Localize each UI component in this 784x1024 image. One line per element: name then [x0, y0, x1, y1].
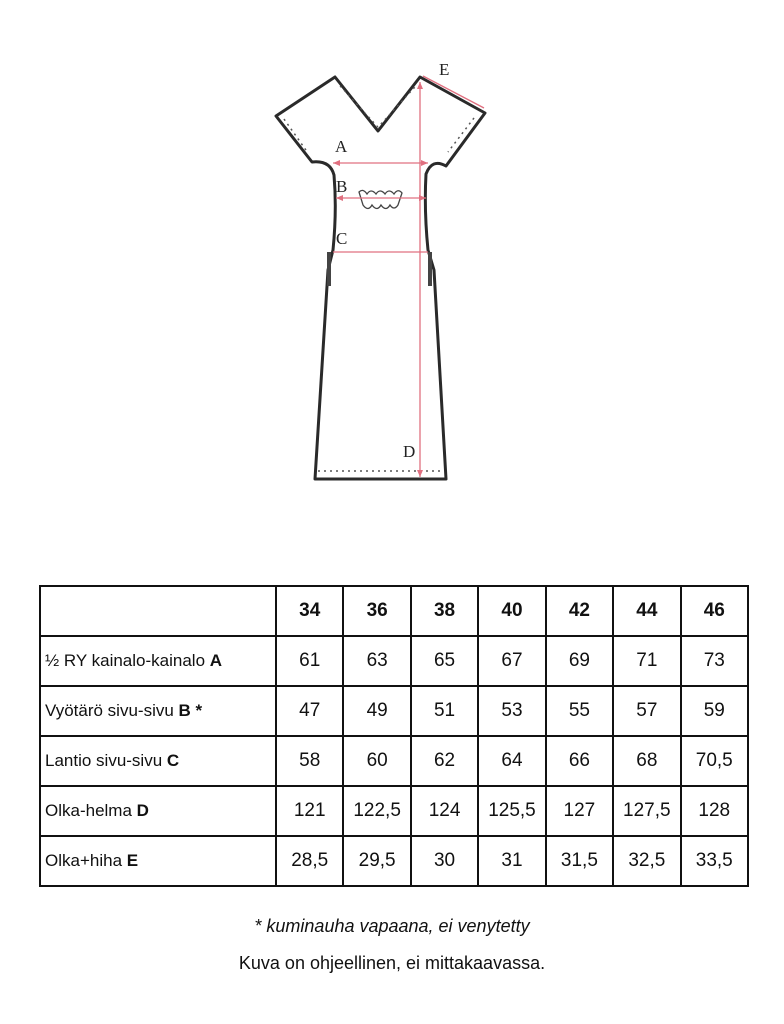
table-cell: 62: [411, 736, 478, 786]
table-cell: 59: [681, 686, 748, 736]
size-header: 34: [276, 586, 343, 636]
table-cell: 57: [613, 686, 680, 736]
row-label: Olka+hiha E: [40, 836, 276, 886]
measure-line-e: [423, 76, 484, 108]
table-cell: 60: [343, 736, 410, 786]
size-table: [39, 585, 749, 887]
table-row: [40, 786, 748, 836]
table-cell: 71: [613, 636, 680, 686]
size-header: 42: [546, 586, 613, 636]
label-d: D: [403, 442, 416, 461]
row-label: Lantio sivu-sivu C: [40, 736, 276, 786]
table-row: [40, 736, 748, 786]
table-cell: 68: [613, 736, 680, 786]
arrow-icon: [333, 160, 340, 166]
table-cell: 66: [546, 736, 613, 786]
elastic-note: * kuminauha vapaana, ei venytetty: [254, 916, 530, 936]
pocket-right: [428, 252, 432, 286]
label-e: E: [439, 60, 450, 79]
arrow-icon: [417, 470, 423, 477]
table-cell: 70,5: [681, 736, 748, 786]
size-header: 46: [681, 586, 748, 636]
table-cell: 69: [546, 636, 613, 686]
table-cell: 30: [411, 836, 478, 886]
table-header-row: [40, 586, 748, 636]
arrow-icon: [421, 160, 428, 166]
table-cell: 61: [276, 636, 343, 686]
table-cell: 47: [276, 686, 343, 736]
table-cell: 51: [411, 686, 478, 736]
table-cell: 28,5: [276, 836, 343, 886]
table-cell: 65: [411, 636, 478, 686]
size-header: 36: [343, 586, 410, 636]
table-cell: 67: [478, 636, 545, 686]
arrow-icon: [417, 82, 423, 89]
table-cell: 64: [478, 736, 545, 786]
table-cell: 32,5: [613, 836, 680, 886]
label-b: B: [336, 177, 348, 196]
size-header: 40: [478, 586, 545, 636]
table-row: [40, 636, 748, 686]
table-cell: 55: [546, 686, 613, 736]
table-row: [40, 686, 748, 736]
table-cell: 58: [276, 736, 343, 786]
table-cell: 31: [478, 836, 545, 886]
table-cell: 122,5: [343, 786, 410, 836]
table-cell: 127: [546, 786, 613, 836]
table-cell: 128: [681, 786, 748, 836]
row-label: ½ RY kainalo-kainalo A: [40, 636, 276, 686]
row-label: Olka-helma D: [40, 786, 276, 836]
table-cell: 125,5: [478, 786, 545, 836]
pocket-left: [327, 252, 331, 286]
size-header: 38: [411, 586, 478, 636]
size-header: 44: [613, 586, 680, 636]
stitch-line-neck-left: [284, 119, 308, 153]
row-label: Vyötärö sivu-sivu B *: [40, 686, 276, 736]
dress-outline: [276, 77, 485, 479]
table-cell: 33,5: [681, 836, 748, 886]
table-cell: 127,5: [613, 786, 680, 836]
table-cell: 121: [276, 786, 343, 836]
table-cell: 73: [681, 636, 748, 686]
disclaimer-note: Kuva on ohjeellinen, ei mittakaavassa.: [238, 953, 546, 973]
stitch-line-collar: [340, 86, 416, 127]
table-cell: 29,5: [343, 836, 410, 886]
waist-elastic-icon: [359, 190, 402, 208]
table-cell: 124: [411, 786, 478, 836]
label-a: A: [335, 137, 348, 156]
table-cell: 53: [478, 686, 545, 736]
table-row: [40, 836, 748, 886]
label-c: C: [336, 229, 348, 248]
table-corner-cell: [40, 586, 276, 636]
table-cell: 31,5: [546, 836, 613, 886]
table-cell: 49: [343, 686, 410, 736]
table-cell: 63: [343, 636, 410, 686]
